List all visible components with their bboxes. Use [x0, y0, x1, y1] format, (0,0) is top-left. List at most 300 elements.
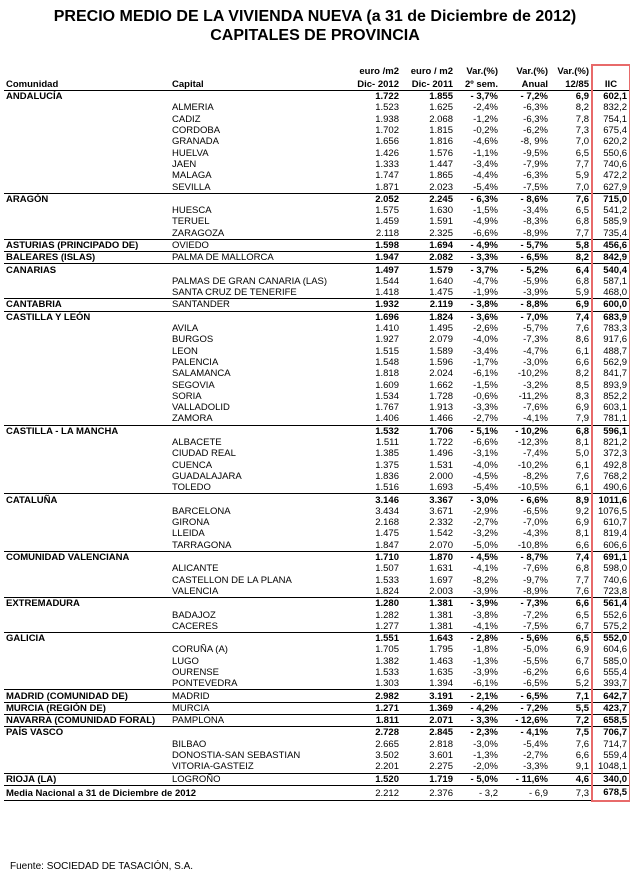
iic-cell: 393,7: [592, 678, 630, 690]
eur-2011-cell: 2.325: [429, 227, 453, 239]
header-12-85: 12/85: [550, 78, 592, 91]
city-row: [4, 413, 630, 425]
iic-cell: 604,6: [592, 644, 630, 655]
comunidad-cell: [4, 540, 170, 552]
eur-2011-cell: 1.865: [429, 170, 453, 182]
eur-2012-cell: 1.938: [375, 113, 399, 125]
eur-2011-cell: 2.079: [429, 334, 453, 346]
iic-cell: 492,8: [592, 460, 630, 471]
iic-cell: 715,0: [592, 193, 630, 205]
comunidad-cell: [4, 228, 170, 240]
eur-2011-cell: 1.635: [429, 666, 453, 678]
capital-cell: SEVILLA: [172, 181, 211, 193]
var-1285-cell: 7,6: [550, 193, 592, 205]
iic-cell: 768,2: [592, 471, 630, 482]
var-1285-cell: 8,1: [575, 528, 589, 540]
eur-2012-cell: 1.871: [375, 181, 399, 193]
var-anual-cell: -7,4%: [523, 448, 548, 460]
var-1285-cell: 7,0: [575, 181, 589, 193]
page-subtitle: CAPITALES DE PROVINCIA: [210, 27, 420, 44]
var-sem-cell: -2,0%: [473, 761, 498, 773]
capital-cell: PAMPLONA: [170, 715, 346, 727]
eur-2012-cell: 2.118: [375, 227, 399, 239]
capital-cell: GRANADA: [172, 136, 219, 148]
iic-cell: 550,6: [592, 147, 630, 158]
var-sem-cell: -1,1%: [473, 147, 498, 159]
capital-cell: [170, 632, 346, 644]
var-anual-cell: - 8,8%: [500, 299, 550, 311]
capital-cell: PALMAS DE GRAN CANARIA (LAS): [172, 275, 328, 287]
var-1285-cell: 8,6: [575, 334, 589, 346]
var-anual-cell: -3,0%: [523, 356, 548, 368]
var-anual-cell: -8,3%: [523, 216, 548, 228]
comunidad-cell: PAÍS VASCO: [4, 727, 170, 739]
region-row: [4, 702, 630, 714]
var-1285-cell: 6,7: [575, 655, 589, 667]
var-anual-cell: - 10,2%: [500, 425, 550, 437]
var-1285-cell: 6,9: [575, 644, 589, 656]
eur-2012-cell: 1.410: [375, 323, 399, 335]
eur-2011-cell: 3.367: [401, 494, 455, 506]
region-row: [4, 252, 630, 264]
iic-cell: 555,4: [592, 667, 630, 678]
eur-2012-cell: 1.598: [346, 239, 401, 251]
comunidad-cell: [4, 216, 170, 227]
var-sem-cell: -3,8%: [473, 609, 498, 621]
capital-cell: PONTEVEDRA: [172, 678, 238, 690]
source-note: Fuente: SOCIEDAD DE TASACIÓN, S.A.: [10, 861, 194, 872]
eur-2012-cell: 1.282: [375, 609, 399, 621]
iic-cell: 559,4: [592, 750, 630, 761]
header-blank: [4, 65, 170, 78]
eur-2012-cell: 3.502: [375, 750, 399, 762]
var-1285-cell: 6,5: [575, 609, 589, 621]
var-sem-cell: - 3,7%: [470, 91, 498, 103]
eur-2011-cell: 1.913: [429, 402, 453, 414]
comunidad-cell: CANARIAS: [4, 264, 170, 276]
city-row: [4, 216, 630, 227]
eur-2012-cell: 1.710: [346, 551, 401, 563]
var-anual-cell: -5,5%: [523, 655, 548, 667]
var-sem-cell: -3,9%: [473, 666, 498, 678]
eur-2012-cell: 1.333: [375, 158, 399, 170]
var-anual-cell: -6,5%: [523, 505, 548, 517]
comunidad-cell: [4, 402, 170, 413]
capital-cell: LUGO: [172, 655, 199, 667]
var-1285-cell: 5,2: [575, 678, 589, 690]
var-1285-cell: 6,8: [575, 216, 589, 228]
comunidad-cell: [4, 181, 170, 193]
var-anual-cell: -10,5%: [517, 482, 548, 494]
comunidad-cell: COMUNIDAD VALENCIANA: [4, 551, 170, 563]
eur-2012-cell: 1.520: [346, 773, 401, 785]
city-row: [4, 609, 630, 620]
comunidad-cell: ANDALUCÍA: [6, 91, 63, 103]
eur-2011-cell: 3.191: [401, 690, 455, 702]
var-anual-cell: -7,0%: [523, 517, 548, 529]
iic-cell: 585,0: [592, 656, 630, 667]
var-sem-cell: -0,2%: [473, 125, 498, 137]
region-row: [4, 299, 630, 311]
eur-2011-cell: 1.855: [429, 91, 453, 103]
city-row: [4, 136, 630, 147]
var-anual-cell: -5,4%: [523, 738, 548, 750]
comunidad-cell: GALICIA: [4, 632, 170, 644]
eur-2011-cell: 1.381: [429, 609, 453, 621]
var-1285-cell: 7,1: [550, 690, 592, 702]
header-unit-2011: euro / m2: [410, 66, 453, 77]
var-anual-cell: - 11,6%: [500, 773, 550, 785]
eur-2011-cell: 2.332: [429, 517, 453, 529]
capital-cell: ALICANTE: [172, 563, 219, 575]
city-row: [4, 276, 630, 287]
var-sem-cell: - 2,3%: [455, 727, 500, 739]
city-row: [4, 528, 630, 539]
var-sem-cell: -2,4%: [473, 102, 498, 114]
comunidad-cell: [4, 528, 170, 539]
city-row: [4, 114, 630, 125]
eur-2012-cell: 1.418: [375, 287, 399, 299]
iic-cell: 683,9: [592, 311, 630, 323]
var-sem-cell: - 4,2%: [455, 702, 500, 714]
var-anual-cell: - 6,5%: [500, 690, 550, 702]
capital-cell: BILBAO: [172, 738, 207, 750]
var-sem-cell: -8,2%: [473, 574, 498, 586]
var-anual-cell: - 5,2%: [500, 264, 550, 276]
var-sem-cell: -1,8%: [473, 644, 498, 656]
capital-cell: CORDOBA: [172, 125, 221, 137]
eur-2012-cell: 1.533: [375, 574, 399, 586]
capital-cell: MURCIA: [170, 702, 346, 714]
var-1285-cell: 7,6: [575, 470, 589, 482]
region-row: [4, 551, 630, 563]
eur-2011-cell: 1.591: [429, 216, 453, 228]
eur-2012-cell: 2.665: [375, 738, 399, 750]
eur-2012-cell: 2.052: [346, 193, 401, 205]
eur-2012-cell: 1.932: [346, 299, 401, 311]
iic-cell: 587,1: [592, 276, 630, 287]
header-iic: IIC: [592, 78, 630, 91]
capital-cell: GIRONA: [172, 517, 210, 529]
eur-2012-cell: 1.516: [375, 482, 399, 494]
national-average-row: [4, 785, 630, 801]
iic-cell: 852,2: [592, 391, 630, 402]
eur-2012-cell: 1.533: [375, 666, 399, 678]
capital-cell: [170, 494, 346, 506]
national-eur-2012: 2.212: [346, 785, 401, 801]
var-anual-cell: - 5,7%: [500, 239, 550, 251]
capital-cell: TOLEDO: [172, 482, 211, 494]
comunidad-cell: [4, 170, 170, 181]
iic-cell: 783,3: [592, 323, 630, 334]
iic-cell: 602,1: [592, 91, 630, 103]
var-1285-cell: 5,8: [550, 239, 592, 251]
eur-2012-cell: 1.544: [375, 275, 399, 287]
var-anual-cell: -6,3%: [523, 113, 548, 125]
capital-cell: CIUDAD REAL: [172, 448, 236, 460]
var-1285-cell: 6,6: [575, 356, 589, 368]
var-sem-cell: - 3,9%: [455, 598, 500, 610]
var-1285-cell: 6,5: [575, 147, 589, 159]
eur-2011-cell: 1.394: [429, 678, 453, 690]
var-anual-cell: - 8,6%: [500, 193, 550, 205]
comunidad-cell: [4, 761, 170, 773]
capital-cell: HUESCA: [172, 205, 212, 217]
eur-2011-cell: 1.381: [401, 598, 455, 610]
var-anual-cell: - 7,3%: [500, 598, 550, 610]
var-1285-cell: 7,6: [575, 738, 589, 750]
eur-2011-cell: 1.795: [429, 644, 453, 656]
city-row: [4, 506, 630, 517]
city-row: [4, 448, 630, 459]
var-sem-cell: -2,9%: [473, 505, 498, 517]
city-row: [4, 346, 630, 357]
var-sem-cell: -3,2%: [473, 528, 498, 540]
var-1285-cell: 6,6: [575, 539, 589, 551]
comunidad-cell: [4, 379, 170, 390]
city-row: [4, 482, 630, 494]
var-sem-cell: -4,5%: [473, 470, 498, 482]
city-row: [4, 656, 630, 667]
iic-cell: 1011,6: [592, 494, 630, 506]
var-anual-cell: -7,3%: [523, 334, 548, 346]
city-row: [4, 574, 630, 585]
city-row: [4, 125, 630, 136]
iic-cell: 842,9: [592, 252, 630, 264]
eur-2012-cell: 2.728: [346, 727, 401, 739]
eur-2011-cell: 2.068: [429, 113, 453, 125]
header-comunidad: Comunidad: [4, 78, 170, 91]
header-var-anual: Var.(%): [516, 66, 548, 77]
eur-2011-cell: 2.119: [401, 299, 455, 311]
var-anual-cell: -9,7%: [523, 574, 548, 586]
city-row: [4, 391, 630, 402]
var-anual-cell: -8, 9%: [520, 136, 548, 148]
city-row: [4, 644, 630, 655]
iic-cell: 627,9: [592, 181, 630, 193]
comunidad-cell: [4, 471, 170, 482]
comunidad-cell: [4, 460, 170, 471]
capital-cell: CASTELLON DE LA PLANA: [172, 574, 292, 586]
city-row: [4, 334, 630, 345]
eur-2011-cell: 1.579: [401, 264, 455, 276]
iic-cell: 642,7: [592, 690, 630, 702]
iic-cell: 541,2: [592, 205, 630, 216]
header-unit-2012: euro /m2: [359, 66, 399, 77]
city-row: [4, 368, 630, 379]
national-eur-2011: 2.376: [401, 785, 455, 801]
eur-2012-cell: 1.705: [375, 644, 399, 656]
region-row: [4, 193, 630, 205]
eur-2012-cell: 1.497: [346, 264, 401, 276]
var-anual-cell: -6,2%: [523, 666, 548, 678]
eur-2011-cell: 1.697: [429, 574, 453, 586]
var-sem-cell: -4,1%: [473, 620, 498, 632]
eur-2011-cell: 1.815: [429, 125, 453, 137]
header-var-sem: Var.(%): [466, 66, 498, 77]
capital-cell: JAEN: [172, 158, 197, 170]
var-anual-cell: -2,7%: [523, 750, 548, 762]
eur-2011-cell: 2.845: [401, 727, 455, 739]
var-1285-cell: 7,4: [550, 551, 592, 563]
capital-cell: VALLADOLID: [172, 402, 230, 414]
comunidad-cell: [4, 368, 170, 379]
eur-2011-cell: 1.630: [429, 205, 453, 217]
var-sem-cell: - 4,5%: [455, 551, 500, 563]
var-1285-cell: 9,1: [575, 761, 589, 773]
eur-2011-cell: 1.369: [401, 702, 455, 714]
capital-cell: LOGROÑO: [170, 773, 346, 785]
comunidad-cell: [4, 750, 170, 761]
iic-cell: 603,1: [592, 402, 630, 413]
var-1285-cell: 6,7: [575, 620, 589, 632]
eur-2011-cell: 1.447: [429, 158, 453, 170]
iic-cell: 723,8: [592, 586, 630, 598]
var-sem-cell: -6,6%: [473, 227, 498, 239]
comunidad-cell: [4, 437, 170, 448]
iic-cell: 468,0: [592, 287, 630, 299]
iic-cell: 340,0: [592, 773, 630, 785]
iic-cell: 706,7: [592, 727, 630, 739]
eur-2012-cell: 1.271: [346, 702, 401, 714]
var-1285-cell: 6,1: [575, 459, 589, 471]
var-sem-cell: -4,0%: [473, 334, 498, 346]
capital-cell: [170, 598, 346, 610]
iic-cell: 740,6: [592, 159, 630, 170]
eur-2011-cell: 1.542: [429, 528, 453, 540]
iic-cell: 423,7: [592, 702, 630, 714]
capital-cell: VITORIA-GASTEIZ: [172, 761, 254, 773]
region-row: [4, 727, 630, 739]
city-row: [4, 586, 630, 598]
eur-2011-cell: 2.818: [429, 738, 453, 750]
eur-2011-cell: 1.631: [429, 563, 453, 575]
eur-2011-cell: 1.728: [429, 390, 453, 402]
var-1285-cell: 7,0: [575, 136, 589, 148]
var-1285-cell: 4,6: [550, 773, 592, 785]
eur-2011-cell: 1.722: [429, 437, 453, 449]
eur-2011-cell: 2.070: [429, 539, 453, 551]
comunidad-cell: [4, 391, 170, 402]
eur-2012-cell: 1.534: [375, 390, 399, 402]
capital-cell: LLEIDA: [172, 528, 205, 540]
city-row: [4, 471, 630, 482]
eur-2012-cell: 3.146: [346, 494, 401, 506]
capital-cell: CORUÑA (A): [172, 644, 228, 656]
city-row: [4, 517, 630, 528]
eur-2011-cell: 1.596: [429, 356, 453, 368]
iic-cell: 841,7: [592, 368, 630, 379]
var-sem-cell: -1,5%: [473, 205, 498, 217]
city-row: [4, 739, 630, 750]
capital-cell: [170, 193, 346, 205]
iic-cell: 606,6: [592, 540, 630, 552]
var-1285-cell: 7,7: [575, 574, 589, 586]
var-anual-cell: - 7,0%: [500, 311, 550, 323]
var-sem-cell: -4,4%: [473, 170, 498, 182]
var-sem-cell: -4,7%: [473, 275, 498, 287]
eur-2011-cell: 2.245: [401, 193, 455, 205]
eur-2012-cell: 1.722: [375, 91, 399, 103]
var-1285-cell: 7,2: [550, 715, 592, 727]
var-1285-cell: 6,5: [550, 632, 592, 644]
iic-cell: 754,1: [592, 114, 630, 125]
eur-2011-cell: 1.466: [429, 413, 453, 425]
iic-cell: 691,1: [592, 551, 630, 563]
eur-2012-cell: 1.836: [375, 470, 399, 482]
eur-2012-cell: 2.201: [375, 761, 399, 773]
eur-2012-cell: 1.382: [375, 655, 399, 667]
iic-cell: 490,6: [592, 482, 630, 494]
eur-2012-cell: 1.927: [375, 334, 399, 346]
comunidad-cell: [4, 114, 170, 125]
capital-cell: ALBACETE: [172, 437, 222, 449]
comunidad-cell: CATALUÑA: [4, 494, 170, 506]
var-1285-cell: 8,5: [575, 379, 589, 391]
var-sem-cell: -3,3%: [473, 402, 498, 414]
comunidad-cell: CANTABRIA: [4, 299, 170, 311]
capital-cell: BARCELONA: [172, 505, 231, 517]
eur-2011-cell: 2.024: [429, 368, 453, 380]
iic-cell: 832,2: [592, 102, 630, 113]
header-iic-top: [592, 65, 630, 78]
var-anual-cell: -3,3%: [523, 761, 548, 773]
region-row: [4, 264, 630, 276]
national-var-anual: - 6,9: [500, 785, 550, 801]
comunidad-cell: [4, 739, 170, 750]
capital-cell: SANTA CRUZ DE TENERIFE: [172, 287, 297, 299]
var-anual-cell: -10,2%: [517, 459, 548, 471]
comunidad-cell: [4, 678, 170, 690]
capital-cell: CUENCA: [172, 459, 213, 471]
iic-cell: 675,4: [592, 125, 630, 136]
var-1285-cell: 6,6: [575, 750, 589, 762]
comunidad-cell: [4, 346, 170, 357]
var-sem-cell: - 4,9%: [455, 239, 500, 251]
header-capital: Capital: [170, 78, 346, 91]
var-anual-cell: -12,3%: [517, 437, 548, 449]
var-anual-cell: -6,3%: [523, 170, 548, 182]
eur-2012-cell: 1.507: [375, 563, 399, 575]
var-anual-cell: -11,2%: [518, 390, 548, 402]
comunidad-cell: [4, 334, 170, 345]
var-1285-cell: 5,9: [575, 170, 589, 182]
eur-2012-cell: 1.426: [375, 147, 399, 159]
var-anual-cell: -9,5%: [523, 147, 548, 159]
capital-cell: ZARAGOZA: [172, 227, 225, 239]
eur-2012-cell: 1.947: [346, 252, 401, 264]
eur-2012-cell: 1.511: [375, 437, 399, 449]
var-anual-cell: - 5,6%: [500, 632, 550, 644]
comunidad-cell: [4, 609, 170, 620]
capital-cell: [170, 425, 346, 437]
comunidad-cell: [4, 287, 170, 299]
iic-cell: 575,2: [592, 621, 630, 633]
city-row: [4, 323, 630, 334]
var-anual-cell: - 6,6%: [500, 494, 550, 506]
var-1285-cell: 5,0: [575, 448, 589, 460]
eur-2012-cell: 1.609: [375, 379, 399, 391]
eur-2012-cell: 2.982: [346, 690, 401, 702]
region-row: [4, 239, 630, 251]
city-row: [4, 460, 630, 471]
comunidad-cell: [4, 125, 170, 136]
comunidad-cell: [4, 136, 170, 147]
var-anual-cell: - 8,7%: [500, 551, 550, 563]
iic-cell: 552,6: [592, 609, 630, 620]
var-1285-cell: 6,6: [575, 666, 589, 678]
eur-2011-cell: 2.071: [401, 715, 455, 727]
